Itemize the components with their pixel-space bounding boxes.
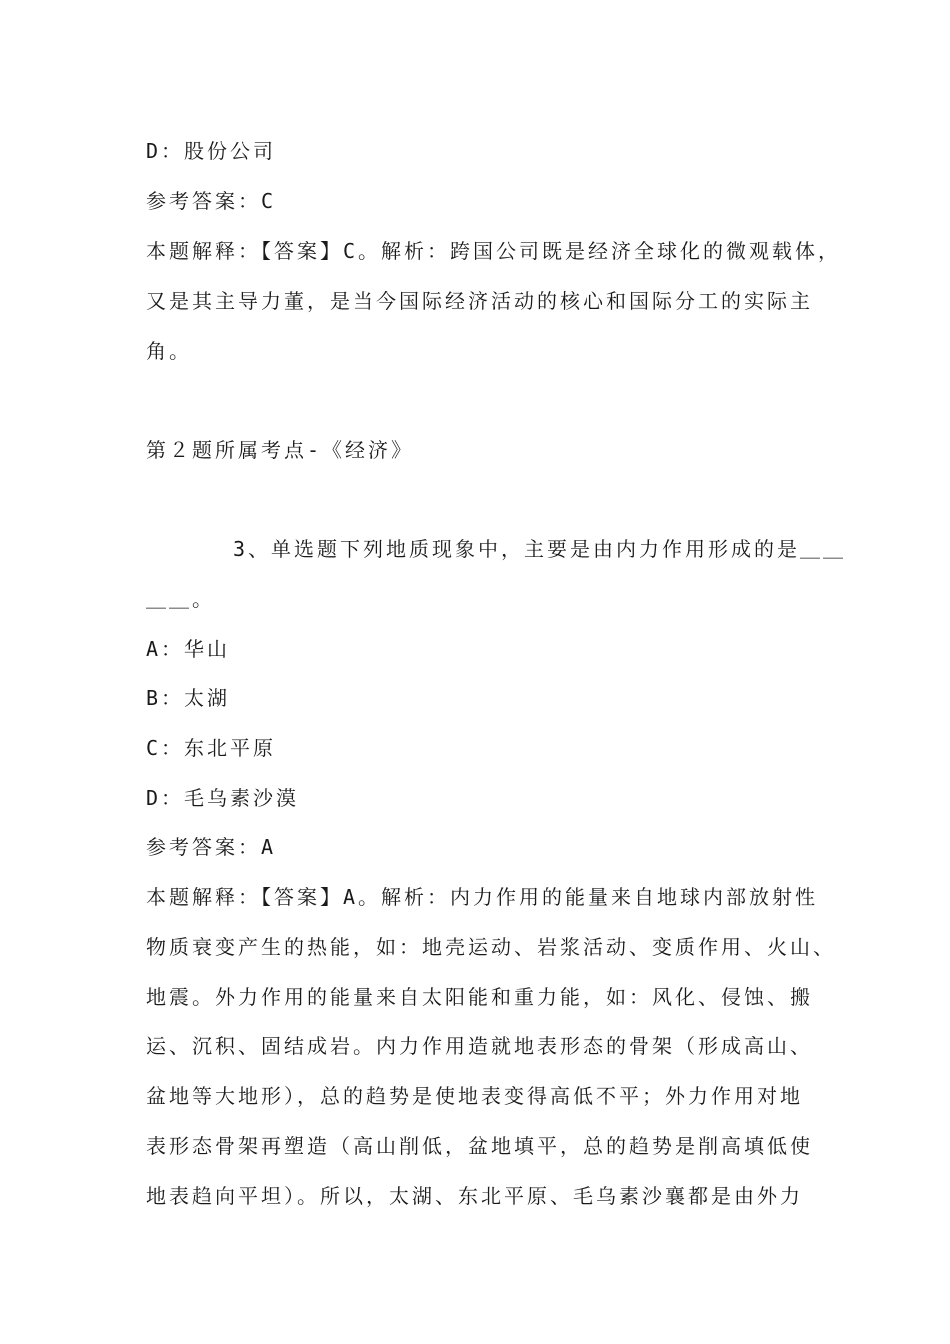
q3-explanation-line: 盆地等大地形），总的趋势是使地表变得高低不平；外力作用对地 bbox=[146, 1084, 803, 1108]
q3-explanation-line: 本题解释：【答案】A。解析：内力作用的能量来自地球内部放射性 bbox=[146, 885, 819, 909]
q3-stem-line: 3、单选题下列地质现象中，主要是由内力作用形成的是＿＿ bbox=[233, 537, 847, 561]
q2-explanation-line: 本题解释：【答案】C。解析：跨国公司既是经济全球化的微观载体， bbox=[146, 239, 842, 263]
q3-explanation-line: 表形态骨架再塑造（高山削低，盆地填平，总的趋势是削高填低使 bbox=[146, 1134, 813, 1158]
q3-explanation-line: 物质衰变产生的热能，如：地壳运动、岩浆活动、变质作用、火山、 bbox=[146, 935, 836, 959]
q2-explanation-line: 角。 bbox=[146, 339, 192, 363]
q3-option-a: A：华山 bbox=[146, 637, 231, 661]
q3-explanation-line: 地震。外力作用的能量来自太阳能和重力能，如：风化、侵蚀、搬 bbox=[146, 985, 813, 1009]
q3-option-d: D：毛乌素沙漠 bbox=[146, 786, 300, 810]
q3-stem-line: ＿＿。 bbox=[146, 587, 215, 611]
q3-answer: 参考答案：A bbox=[146, 835, 277, 859]
q2-explanation-line: 又是其主导力董，是当今国际经济活动的核心和国际分工的实际主 bbox=[146, 289, 813, 313]
q3-explanation-line: 地表趋向平坦）。所以，太湖、东北平原、毛乌素沙襄都是由外力 bbox=[146, 1184, 803, 1208]
q3-option-c: C：东北平原 bbox=[146, 736, 277, 760]
q3-explanation-line: 运、沉积、固结成岩。内力作用造就地表形态的骨架（形成高山、 bbox=[146, 1034, 813, 1058]
q2-option-d: D：股份公司 bbox=[146, 139, 277, 163]
q3-option-b: B：太湖 bbox=[146, 686, 231, 710]
q2-topic: 第２题所属考点-《经济》 bbox=[146, 438, 415, 462]
q2-answer: 参考答案：C bbox=[146, 189, 277, 213]
